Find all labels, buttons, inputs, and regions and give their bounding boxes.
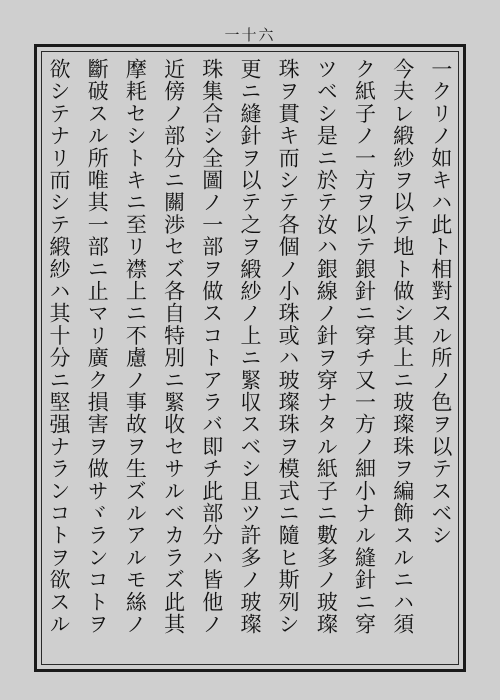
text-column: 斷破スル所唯其一部ニ止マリ廣ク損害ヲ做サヾランコトヲ: [85, 58, 110, 636]
page-number: 一十六: [224, 26, 276, 44]
text-column: 一クリノ如キハ此ト相對スル所ノ色ヲ以テスベシ: [428, 58, 453, 547]
text-column: ク紙子ノ一方ヲ以テ銀針ニ穿チ又一方ノ細小ナル縫針ニ穿: [352, 58, 377, 636]
text-column: 摩耗セシトキニ至リ襟上ニ不慮ノ事故ヲ生ズルアルモ絲ノ: [123, 58, 148, 636]
text-column: 珠集合シ全圖ノ一部ヲ做スコトアラバ即チ此部分ハ皆他ノ: [199, 58, 224, 636]
text-column: ツベシ是ニ於テ汝ハ銀線ノ針ヲ穿ナタル紙子ニ數多ノ玻璨: [314, 58, 339, 636]
text-column: 近傍ノ部分ニ關渉セズ各自特別ニ緊收セサルベカラズ此其: [161, 58, 186, 636]
text-column: 欲シテナリ而シテ緞紗ハ其十分ニ堅强ナランコトヲ欲スル: [47, 58, 71, 636]
text-column: 更ニ縫針ヲ以テ之ヲ緞紗ノ上ニ緊収スベシ且ツ許多ノ玻璨: [237, 58, 262, 636]
text-column: 珠ヲ貫キ而シテ各個ノ小珠或ハ玻璨珠ヲ模式ニ隨ヒ斯列シ: [276, 58, 301, 636]
text-body: [46, 58, 454, 656]
text-column: 今夫レ緞紗ヲ以テ地ト做シ其上ニ玻璨珠ヲ編飾スルニハ須: [390, 58, 415, 636]
